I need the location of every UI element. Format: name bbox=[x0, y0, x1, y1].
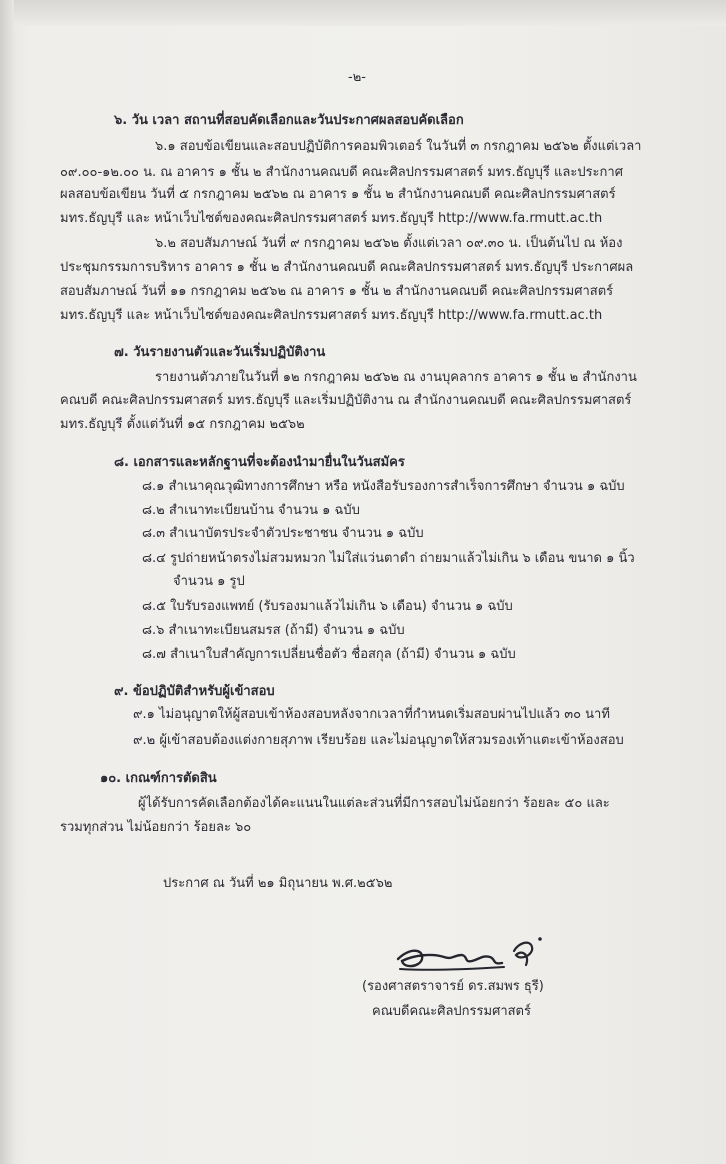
signer-name: (รองศาสตราจารย์ ดร.สมพร ธุรี) bbox=[362, 979, 544, 994]
announcement-date: ประกาศ ณ วันที่ ๒๑ มิถุนายน พ.ศ.๒๕๖๒ bbox=[163, 876, 393, 891]
handwritten-signature bbox=[392, 925, 552, 983]
section-10-heading: ๑๐. เกณฑ์การตัดสิน bbox=[100, 771, 217, 786]
section-8-heading: ๘. เอกสารและหลักฐานที่จะต้องนำมายื่นในวันสมัคร bbox=[114, 455, 405, 470]
section-6-line: ๖.๒ สอบสัมภาษณ์ วันที่ ๙ กรกฎาคม ๒๕๖๒ ตั้งแต่เวลา ๐๙.๓๐ น. เป็นต้นไป ณ ห้อง bbox=[155, 236, 623, 251]
section-8-item: ๘.๔ รูปถ่ายหน้าตรงไม่สวมหมวก ไม่ใส่แว่นตาดำ ถ่ายมาแล้วไม่เกิน ๖ เดือน ขนาด ๑ นิ้ว bbox=[142, 551, 635, 566]
section-6-line: ๖.๑ สอบข้อเขียนและสอบปฏิบัติการคอมพิวเตอร์ ในวันที่ ๓ กรกฎาคม ๒๕๖๒ ตั้งแต่เวลา bbox=[155, 139, 642, 154]
signer-title: คณบดีคณะศิลปกรรมศาสตร์ bbox=[372, 1004, 531, 1019]
section-10-line: รวมทุกส่วน ไม่น้อยกว่า ร้อยละ ๖๐ bbox=[60, 820, 252, 835]
section-9-heading: ๙. ข้อปฏิบัติสำหรับผู้เข้าสอบ bbox=[114, 684, 275, 699]
scan-top-edge bbox=[0, 0, 726, 26]
section-6-heading: ๖. วัน เวลา สถานที่สอบคัดเลือกและวันประกาศผลสอบคัดเลือก bbox=[114, 113, 464, 128]
section-8-item: ๘.๖ สำเนาทะเบียนสมรส (ถ้ามี) จำนวน ๑ ฉบับ bbox=[142, 623, 405, 638]
section-8-item: ๘.๕ ใบรับรองแพทย์ (รับรองมาแล้วไม่เกิน ๖ เดือน) จำนวน ๑ ฉบับ bbox=[142, 599, 513, 614]
section-7-heading: ๗. วันรายงานตัวและวันเริ่มปฏิบัติงาน bbox=[114, 345, 326, 360]
scan-left-edge bbox=[0, 0, 14, 1164]
section-8-item: จำนวน ๑ รูป bbox=[173, 574, 245, 589]
section-8-item: ๘.๑ สำเนาคุณวุฒิทางการศึกษา หรือ หนังสือรับรองการสำเร็จการศึกษา จำนวน ๑ ฉบับ bbox=[142, 479, 625, 494]
section-6-line: สอบสัมภาษณ์ วันที่ ๑๑ กรกฎาคม ๒๕๖๒ ณ อาคาร ๑ ชั้น ๒ สำนักงานคณบดี คณะศิลปกรรมศาสตร์ bbox=[60, 284, 614, 299]
section-7-line: มทร.ธัญบุรี ตั้งแต่วันที่ ๑๕ กรกฎาคม ๒๕๖๒ bbox=[60, 417, 305, 432]
section-8-item: ๘.๒ สำเนาทะเบียนบ้าน จำนวน ๑ ฉบับ bbox=[142, 503, 360, 518]
section-6-line: มทร.ธัญบุรี และ หน้าเว็บไซต์ของคณะศิลปกรรมศาสตร์ มทร.ธัญบุรี http://www.fa.rmutt.ac.th bbox=[60, 308, 603, 323]
section-6-line: ๐๙.๐๐-๑๒.๐๐ น. ณ อาคาร ๑ ชั้น ๒ สำนักงานคณบดี คณะศิลปกรรมศาสตร์ มทร.ธัญบุรี และประกาศ bbox=[60, 165, 623, 180]
section-6-line: มทร.ธัญบุรี และ หน้าเว็บไซต์ของคณะศิลปกรรมศาสตร์ มทร.ธัญบุรี http://www.fa.rmutt.ac.th bbox=[60, 211, 603, 226]
page-number: -๒- bbox=[348, 70, 366, 85]
section-6-line: ประชุมกรรมการบริหาร อาคาร ๑ ชั้น ๒ สำนักงานคณบดี คณะศิลปกรรมศาสตร์ มทร.ธัญบุรี ประกาศผล bbox=[60, 260, 634, 275]
section-8-item: ๘.๓ สำเนาบัตรประจำตัวประชาชน จำนวน ๑ ฉบับ bbox=[142, 526, 424, 541]
section-6-line: ผลสอบข้อเขียน วันที่ ๕ กรกฎาคม ๒๕๖๒ ณ อาคาร ๑ ชั้น ๒ สำนักงานคณบดี คณะศิลปกรรมศาสตร์ bbox=[60, 187, 616, 202]
section-7-line: คณบดี คณะศิลปกรรมศาสตร์ มทร.ธัญบุรี และเริ่มปฏิบัติงาน ณ สำนักงานคณบดี คณะศิลปกรรมศาสตร์ bbox=[60, 393, 632, 408]
section-10-line: ผู้ได้รับการคัดเลือกต้องได้คะแนนในแต่ละส่วนที่มีการสอบไม่น้อยกว่า ร้อยละ ๕๐ และ bbox=[138, 796, 610, 811]
section-9-item: ๙.๒ ผู้เข้าสอบต้องแต่งกายสุภาพ เรียบร้อย และไม่อนุญาตให้สวมรองเท้าแตะเข้าห้องสอบ bbox=[133, 733, 624, 748]
section-7-line: รายงานตัวภายในวันที่ ๑๒ กรกฎาคม ๒๕๖๒ ณ งานบุคลากร อาคาร ๑ ชั้น ๒ สำนักงาน bbox=[155, 370, 637, 385]
section-9-item: ๙.๑ ไม่อนุญาตให้ผู้สอบเข้าห้องสอบหลังจากเวลาที่กำหนดเริ่มสอบผ่านไปแล้ว ๓๐ นาที bbox=[133, 707, 610, 722]
section-8-item: ๘.๗ สำเนาใบสำคัญการเปลี่ยนชื่อตัว ชื่อสกุล (ถ้ามี) จำนวน ๑ ฉบับ bbox=[142, 647, 516, 662]
